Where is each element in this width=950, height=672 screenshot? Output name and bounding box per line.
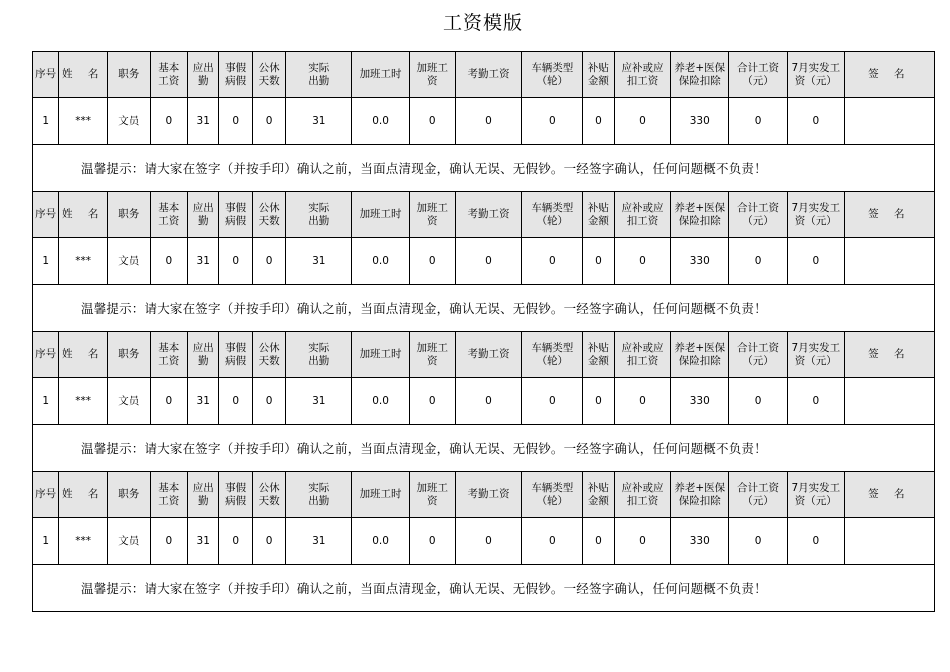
header-due-days: 应出 勤 <box>188 192 219 238</box>
cell-due-days[interactable]: 31 <box>188 238 219 285</box>
header-position: 职务 <box>107 472 150 518</box>
table-row <box>33 518 935 565</box>
cell-total-pay[interactable]: 0 <box>729 518 788 565</box>
header-position: 职务 <box>107 192 150 238</box>
cell-due-days[interactable]: 31 <box>188 518 219 565</box>
header-ot-pay: 加班工 资 <box>409 472 455 518</box>
cell-attendance-pay[interactable]: 0 <box>455 98 522 145</box>
header-signature: 签 名 <box>844 332 934 378</box>
header-insurance: 养老+医保 保险扣除 <box>671 472 729 518</box>
header-row <box>33 192 935 238</box>
cell-seq[interactable]: 1 <box>33 378 59 425</box>
header-insurance: 养老+医保 保险扣除 <box>671 192 729 238</box>
cell-leave[interactable]: 0 <box>219 518 252 565</box>
cell-actual-days[interactable]: 31 <box>286 98 352 145</box>
header-name: 姓 名 <box>59 192 108 238</box>
cell-ot-pay[interactable]: 0 <box>409 98 455 145</box>
header-ot-hours: 加班工时 <box>352 192 410 238</box>
header-ot-pay: 加班工 资 <box>409 52 455 98</box>
cell-name[interactable]: *** <box>59 518 108 565</box>
header-vehicle-type: 车辆类型 （轮） <box>522 192 583 238</box>
header-holiday: 公休 天数 <box>252 52 285 98</box>
header-row <box>33 332 935 378</box>
header-seq: 序号 <box>33 192 59 238</box>
cell-holiday[interactable]: 0 <box>252 518 285 565</box>
cell-position[interactable]: 文员 <box>107 238 150 285</box>
cell-actual-days[interactable]: 31 <box>286 378 352 425</box>
notice-text: 温馨提示：请大家在签字（并按手印）确认之前，当面点清现金，确认无误、无假钞。一经签字确认，任何问题概不负责！ <box>33 285 935 332</box>
cell-adjustment[interactable]: 0 <box>614 98 671 145</box>
header-adjustment: 应补或应 扣工资 <box>614 52 671 98</box>
header-ot-pay: 加班工 资 <box>409 332 455 378</box>
cell-actual-days[interactable]: 31 <box>286 238 352 285</box>
header-net-pay: 7月实发工 资（元） <box>787 52 844 98</box>
header-subsidy: 补贴 金额 <box>583 332 614 378</box>
table-row <box>33 98 935 145</box>
notice-text: 温馨提示：请大家在签字（并按手印）确认之前，当面点清现金，确认无误、无假钞。一经签字确认，任何问题概不负责！ <box>33 565 935 612</box>
cell-signature[interactable] <box>844 518 934 565</box>
header-adjustment: 应补或应 扣工资 <box>614 192 671 238</box>
header-seq: 序号 <box>33 472 59 518</box>
header-subsidy: 补贴 金额 <box>583 52 614 98</box>
cell-holiday[interactable]: 0 <box>252 378 285 425</box>
header-base-pay: 基本 工资 <box>150 192 187 238</box>
header-actual-days: 实际 出勤 <box>286 332 352 378</box>
cell-total-pay[interactable]: 0 <box>729 98 788 145</box>
cell-attendance-pay[interactable]: 0 <box>455 378 522 425</box>
header-row <box>33 472 935 518</box>
cell-ot-hours[interactable]: 0.0 <box>352 378 410 425</box>
header-leave: 事假 病假 <box>219 332 252 378</box>
cell-subsidy[interactable]: 0 <box>583 518 614 565</box>
cell-position[interactable]: 文员 <box>107 98 150 145</box>
cell-position[interactable]: 文员 <box>107 518 150 565</box>
cell-ot-pay[interactable]: 0 <box>409 378 455 425</box>
cell-net-pay[interactable]: 0 <box>787 98 844 145</box>
notice-row <box>33 425 935 472</box>
header-row <box>33 52 935 98</box>
cell-position[interactable]: 文员 <box>107 378 150 425</box>
cell-vehicle-type[interactable]: 0 <box>522 238 583 285</box>
header-subsidy: 补贴 金额 <box>583 192 614 238</box>
cell-leave[interactable]: 0 <box>219 98 252 145</box>
cell-attendance-pay[interactable]: 0 <box>455 238 522 285</box>
header-position: 职务 <box>107 52 150 98</box>
header-attendance-pay: 考勤工资 <box>455 472 522 518</box>
header-name: 姓 名 <box>59 472 108 518</box>
cell-net-pay[interactable]: 0 <box>787 238 844 285</box>
notice-text: 温馨提示：请大家在签字（并按手印）确认之前，当面点清现金，确认无误、无假钞。一经签字确认，任何问题概不负责！ <box>33 425 935 472</box>
header-subsidy: 补贴 金额 <box>583 472 614 518</box>
header-signature: 签 名 <box>844 192 934 238</box>
cell-signature[interactable] <box>844 238 934 285</box>
cell-total-pay[interactable]: 0 <box>729 378 788 425</box>
header-leave: 事假 病假 <box>219 472 252 518</box>
header-seq: 序号 <box>33 332 59 378</box>
cell-actual-days[interactable]: 31 <box>286 518 352 565</box>
cell-name[interactable]: *** <box>59 98 108 145</box>
cell-attendance-pay[interactable]: 0 <box>455 518 522 565</box>
cell-ot-hours[interactable]: 0.0 <box>352 238 410 285</box>
cell-due-days[interactable]: 31 <box>188 98 219 145</box>
cell-base-pay[interactable]: 0 <box>150 518 187 565</box>
cell-insurance[interactable]: 330 <box>671 98 729 145</box>
cell-insurance[interactable]: 330 <box>671 518 729 565</box>
cell-net-pay[interactable]: 0 <box>787 518 844 565</box>
cell-seq[interactable]: 1 <box>33 238 59 285</box>
cell-subsidy[interactable]: 0 <box>583 238 614 285</box>
cell-total-pay[interactable]: 0 <box>729 238 788 285</box>
cell-signature[interactable] <box>844 98 934 145</box>
header-base-pay: 基本 工资 <box>150 332 187 378</box>
cell-ot-hours[interactable]: 0.0 <box>352 98 410 145</box>
cell-name[interactable]: *** <box>59 378 108 425</box>
header-signature: 签 名 <box>844 52 934 98</box>
notice-row <box>33 145 935 192</box>
header-net-pay: 7月实发工 资（元） <box>787 332 844 378</box>
header-total-pay: 合计工资 （元） <box>729 52 788 98</box>
header-leave: 事假 病假 <box>219 192 252 238</box>
header-vehicle-type: 车辆类型 （轮） <box>522 472 583 518</box>
header-holiday: 公休 天数 <box>252 332 285 378</box>
header-ot-pay: 加班工 资 <box>409 192 455 238</box>
header-vehicle-type: 车辆类型 （轮） <box>522 332 583 378</box>
cell-base-pay[interactable]: 0 <box>150 378 187 425</box>
cell-signature[interactable] <box>844 378 934 425</box>
cell-subsidy[interactable]: 0 <box>583 98 614 145</box>
page-title: 工资模版 <box>442 12 523 34</box>
table-row <box>33 238 935 285</box>
header-signature: 签 名 <box>844 472 934 518</box>
notice-row <box>33 565 935 612</box>
payroll-table <box>32 51 935 612</box>
cell-adjustment[interactable]: 0 <box>614 378 671 425</box>
header-attendance-pay: 考勤工资 <box>455 332 522 378</box>
header-insurance: 养老+医保 保险扣除 <box>671 332 729 378</box>
header-holiday: 公休 天数 <box>252 192 285 238</box>
header-net-pay: 7月实发工 资（元） <box>787 472 844 518</box>
header-total-pay: 合计工资 （元） <box>729 332 788 378</box>
header-due-days: 应出 勤 <box>188 332 219 378</box>
cell-base-pay[interactable]: 0 <box>150 98 187 145</box>
header-name: 姓 名 <box>59 52 108 98</box>
cell-adjustment[interactable]: 0 <box>614 238 671 285</box>
cell-ot-hours[interactable]: 0.0 <box>352 518 410 565</box>
header-due-days: 应出 勤 <box>188 52 219 98</box>
header-ot-hours: 加班工时 <box>352 332 410 378</box>
cell-vehicle-type[interactable]: 0 <box>522 518 583 565</box>
cell-leave[interactable]: 0 <box>219 378 252 425</box>
cell-seq[interactable]: 1 <box>33 98 59 145</box>
header-actual-days: 实际 出勤 <box>286 52 352 98</box>
cell-base-pay[interactable]: 0 <box>150 238 187 285</box>
cell-holiday[interactable]: 0 <box>252 238 285 285</box>
cell-insurance[interactable]: 330 <box>671 378 729 425</box>
cell-vehicle-type[interactable]: 0 <box>522 98 583 145</box>
header-ot-hours: 加班工时 <box>352 52 410 98</box>
cell-ot-pay[interactable]: 0 <box>409 518 455 565</box>
header-attendance-pay: 考勤工资 <box>455 192 522 238</box>
cell-adjustment[interactable]: 0 <box>614 518 671 565</box>
cell-due-days[interactable]: 31 <box>188 378 219 425</box>
header-leave: 事假 病假 <box>219 52 252 98</box>
cell-vehicle-type[interactable]: 0 <box>522 378 583 425</box>
header-total-pay: 合计工资 （元） <box>729 472 788 518</box>
header-holiday: 公休 天数 <box>252 472 285 518</box>
cell-holiday[interactable]: 0 <box>252 98 285 145</box>
cell-ot-pay[interactable]: 0 <box>409 238 455 285</box>
cell-leave[interactable]: 0 <box>219 238 252 285</box>
header-net-pay: 7月实发工 资（元） <box>787 192 844 238</box>
header-position: 职务 <box>107 332 150 378</box>
header-actual-days: 实际 出勤 <box>286 192 352 238</box>
header-adjustment: 应补或应 扣工资 <box>614 332 671 378</box>
header-vehicle-type: 车辆类型 （轮） <box>522 52 583 98</box>
header-due-days: 应出 勤 <box>188 472 219 518</box>
notice-row <box>33 285 935 332</box>
table-row <box>33 378 935 425</box>
cell-net-pay[interactable]: 0 <box>787 378 844 425</box>
header-total-pay: 合计工资 （元） <box>729 192 788 238</box>
header-seq: 序号 <box>33 52 59 98</box>
header-ot-hours: 加班工时 <box>352 472 410 518</box>
cell-seq[interactable]: 1 <box>33 518 59 565</box>
cell-name[interactable]: *** <box>59 238 108 285</box>
header-attendance-pay: 考勤工资 <box>455 52 522 98</box>
header-actual-days: 实际 出勤 <box>286 472 352 518</box>
cell-subsidy[interactable]: 0 <box>583 378 614 425</box>
cell-insurance[interactable]: 330 <box>671 238 729 285</box>
header-name: 姓 名 <box>59 332 108 378</box>
header-base-pay: 基本 工资 <box>150 472 187 518</box>
header-adjustment: 应补或应 扣工资 <box>614 472 671 518</box>
notice-text: 温馨提示：请大家在签字（并按手印）确认之前，当面点清现金，确认无误、无假钞。一经签字确认，任何问题概不负责！ <box>33 145 935 192</box>
header-base-pay: 基本 工资 <box>150 52 187 98</box>
header-insurance: 养老+医保 保险扣除 <box>671 52 729 98</box>
